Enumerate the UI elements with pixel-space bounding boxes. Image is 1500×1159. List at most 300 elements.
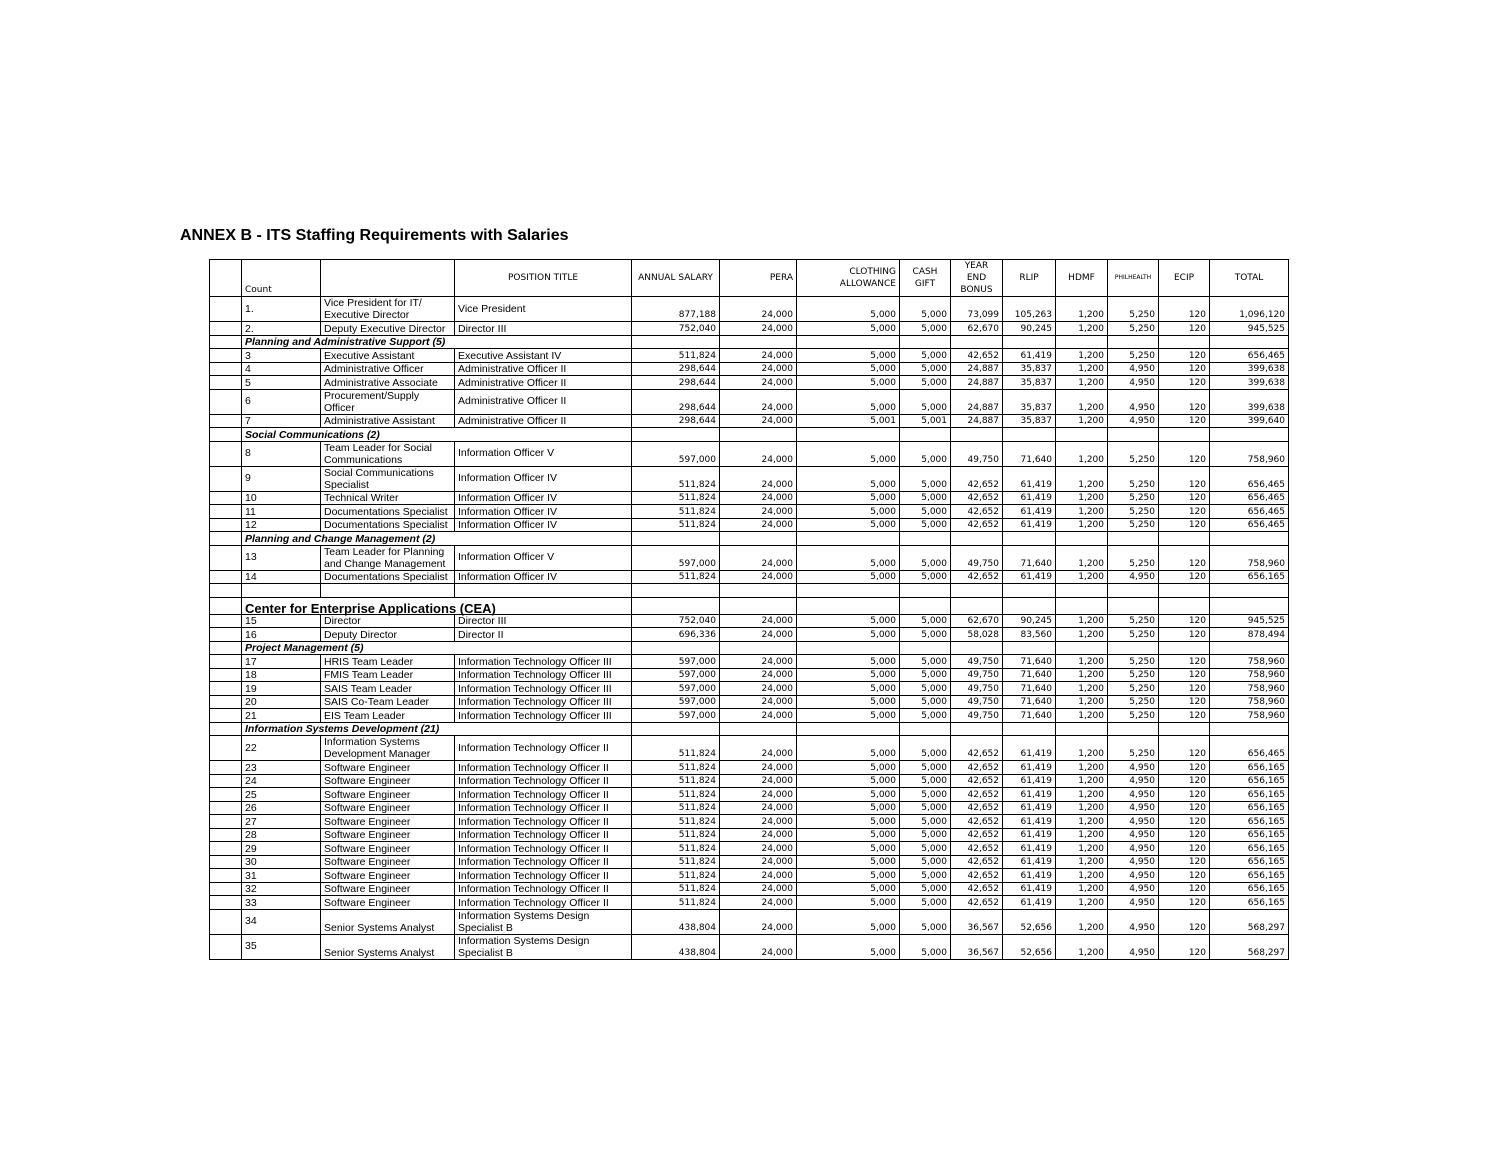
blank-cell (1108, 335, 1159, 349)
pera-cell: 24,000 (720, 491, 797, 505)
clothing-allowance-cell: 5,000 (797, 934, 900, 959)
position-title-cell: Information Officer V (455, 441, 632, 466)
header-position-title: POSITION TITLE (455, 260, 632, 297)
total-cell: 758,960 (1210, 682, 1289, 696)
section-row (210, 641, 1289, 655)
blank-cell (210, 441, 242, 466)
count-cell: 14 (242, 570, 321, 584)
blank-cell (632, 641, 720, 655)
blank-cell (210, 584, 242, 598)
name-cell: Administrative Associate (321, 376, 455, 390)
total-cell: 878,494 (1210, 628, 1289, 642)
rlip-cell: 61,419 (1003, 570, 1056, 584)
cash-gift-cell: 5,000 (900, 855, 951, 869)
philhealth-cell: 5,250 (1108, 322, 1159, 336)
header-year-end-bonus: YEAR END BONUS (951, 260, 1003, 297)
clothing-allowance-cell: 5,000 (797, 518, 900, 532)
count-cell: 27 (242, 815, 321, 829)
blank-cell (632, 584, 720, 598)
rlip-cell: 52,656 (1003, 909, 1056, 934)
count-cell: 25 (242, 788, 321, 802)
count-cell: 24 (242, 774, 321, 788)
hdmf-cell: 1,200 (1056, 505, 1108, 519)
rlip-cell: 35,837 (1003, 414, 1056, 428)
clothing-allowance-cell: 5,000 (797, 774, 900, 788)
philhealth-cell: 5,250 (1108, 736, 1159, 761)
philhealth-cell: 4,950 (1108, 909, 1159, 934)
count-cell: 30 (242, 855, 321, 869)
total-cell: 758,960 (1210, 709, 1289, 723)
philhealth-cell: 5,250 (1108, 628, 1159, 642)
year-end-bonus-cell: 42,652 (951, 855, 1003, 869)
header-clothing-allowance: CLOTHING ALLOWANCE (797, 260, 900, 297)
blank-cell (1003, 597, 1056, 614)
year-end-bonus-cell: 24,887 (951, 414, 1003, 428)
table-row (210, 466, 1289, 491)
hdmf-cell: 1,200 (1056, 389, 1108, 414)
blank-cell (210, 628, 242, 642)
name-cell: Software Engineer (321, 869, 455, 883)
header-total: TOTAL (1210, 260, 1289, 297)
name-cell: SAIS Co-Team Leader (321, 695, 455, 709)
blank-cell (210, 736, 242, 761)
count-cell: 6 (242, 389, 321, 414)
year-end-bonus-cell: 36,567 (951, 909, 1003, 934)
cash-gift-cell: 5,000 (900, 934, 951, 959)
table-row (210, 788, 1289, 802)
philhealth-cell: 4,950 (1108, 869, 1159, 883)
blank-cell (210, 545, 242, 570)
blank-cell (951, 335, 1003, 349)
pera-cell: 24,000 (720, 655, 797, 669)
year-end-bonus-cell: 42,652 (951, 736, 1003, 761)
pera-cell: 24,000 (720, 441, 797, 466)
section-label: Planning and Change Management (2) (242, 532, 632, 546)
position-title-cell: Information Technology Officer II (455, 869, 632, 883)
clothing-allowance-cell: 5,000 (797, 614, 900, 628)
total-cell: 656,165 (1210, 882, 1289, 896)
table-row (210, 545, 1289, 570)
pera-cell: 24,000 (720, 362, 797, 376)
blank-cell (210, 682, 242, 696)
philhealth-cell: 4,950 (1108, 842, 1159, 856)
blank-cell (797, 597, 900, 614)
annual-salary-cell: 511,824 (632, 842, 720, 856)
header-count: Count (242, 260, 321, 297)
name-cell: Software Engineer (321, 774, 455, 788)
blank-cell (210, 761, 242, 775)
hdmf-cell: 1,200 (1056, 869, 1108, 883)
name-cell: Documentations Specialist (321, 518, 455, 532)
annual-salary-cell: 511,824 (632, 815, 720, 829)
blank-cell (1003, 641, 1056, 655)
position-title-cell: Information Officer IV (455, 505, 632, 519)
count-cell: 2. (242, 322, 321, 336)
pera-cell: 24,000 (720, 466, 797, 491)
ecip-cell: 120 (1159, 297, 1210, 322)
year-end-bonus-cell: 42,652 (951, 842, 1003, 856)
blank-cell (900, 584, 951, 598)
rlip-cell: 35,837 (1003, 389, 1056, 414)
blank-cell (242, 584, 321, 598)
cash-gift-cell: 5,000 (900, 362, 951, 376)
blank-cell (1056, 597, 1108, 614)
cash-gift-cell: 5,000 (900, 896, 951, 910)
clothing-allowance-cell: 5,000 (797, 376, 900, 390)
ecip-cell: 120 (1159, 491, 1210, 505)
rlip-cell: 61,419 (1003, 828, 1056, 842)
ecip-cell: 120 (1159, 882, 1210, 896)
rlip-cell: 61,419 (1003, 761, 1056, 775)
blank-cell (210, 788, 242, 802)
year-end-bonus-cell: 49,750 (951, 709, 1003, 723)
section-row (210, 722, 1289, 736)
cash-gift-cell: 5,000 (900, 828, 951, 842)
count-cell: 8 (242, 441, 321, 466)
blank-cell (1159, 641, 1210, 655)
ecip-cell: 120 (1159, 570, 1210, 584)
year-end-bonus-cell: 49,750 (951, 668, 1003, 682)
name-cell: Information Systems Development Manager (321, 736, 455, 761)
position-title-cell: Information Technology Officer III (455, 682, 632, 696)
ecip-cell: 120 (1159, 466, 1210, 491)
philhealth-cell: 4,950 (1108, 362, 1159, 376)
table-row (210, 882, 1289, 896)
blank-cell (1210, 584, 1289, 598)
blank-cell (951, 722, 1003, 736)
section-label: Planning and Administrative Support (5) (242, 335, 632, 349)
annual-salary-cell: 511,824 (632, 466, 720, 491)
cash-gift-cell: 5,000 (900, 682, 951, 696)
cash-gift-cell: 5,000 (900, 695, 951, 709)
annual-salary-cell: 298,644 (632, 414, 720, 428)
pera-cell: 24,000 (720, 815, 797, 829)
blank-cell (210, 815, 242, 829)
rlip-cell: 90,245 (1003, 614, 1056, 628)
ecip-cell: 120 (1159, 788, 1210, 802)
total-cell: 568,297 (1210, 909, 1289, 934)
name-cell: Team Leader for Social Communications (321, 441, 455, 466)
clothing-allowance-cell: 5,000 (797, 362, 900, 376)
pera-cell: 24,000 (720, 349, 797, 363)
total-cell: 399,638 (1210, 389, 1289, 414)
name-cell: EIS Team Leader (321, 709, 455, 723)
annual-salary-cell: 597,000 (632, 695, 720, 709)
blank-cell (210, 466, 242, 491)
table-row (210, 934, 1289, 959)
name-cell: Software Engineer (321, 801, 455, 815)
blank-cell (210, 801, 242, 815)
rlip-cell: 61,419 (1003, 869, 1056, 883)
pera-cell: 24,000 (720, 909, 797, 934)
total-cell: 945,525 (1210, 614, 1289, 628)
year-end-bonus-cell: 42,652 (951, 774, 1003, 788)
total-cell: 656,465 (1210, 518, 1289, 532)
pera-cell: 24,000 (720, 828, 797, 842)
document-title: ANNEX B - ITS Staffing Requirements with Salaries (180, 227, 569, 244)
name-cell: Senior Systems Analyst (321, 934, 455, 959)
hdmf-cell: 1,200 (1056, 414, 1108, 428)
position-title-cell: Information Officer IV (455, 518, 632, 532)
clothing-allowance-cell: 5,000 (797, 655, 900, 669)
count-cell: 26 (242, 801, 321, 815)
hdmf-cell: 1,200 (1056, 441, 1108, 466)
year-end-bonus-cell: 42,652 (951, 491, 1003, 505)
ecip-cell: 120 (1159, 842, 1210, 856)
total-cell: 656,465 (1210, 466, 1289, 491)
count-cell: 12 (242, 518, 321, 532)
count-cell: 3 (242, 349, 321, 363)
position-title-cell: Information Systems Design Specialist B (455, 934, 632, 959)
hdmf-cell: 1,200 (1056, 614, 1108, 628)
ecip-cell: 120 (1159, 761, 1210, 775)
clothing-allowance-cell: 5,000 (797, 855, 900, 869)
cash-gift-cell: 5,000 (900, 668, 951, 682)
year-end-bonus-cell: 42,652 (951, 815, 1003, 829)
hdmf-cell: 1,200 (1056, 896, 1108, 910)
count-cell: 19 (242, 682, 321, 696)
blank-cell (210, 896, 242, 910)
ecip-cell: 120 (1159, 362, 1210, 376)
philhealth-cell: 4,950 (1108, 815, 1159, 829)
blank-cell (210, 518, 242, 532)
blank-cell (210, 532, 242, 546)
name-cell: Deputy Director (321, 628, 455, 642)
table-row (210, 709, 1289, 723)
total-cell: 656,165 (1210, 761, 1289, 775)
annual-salary-cell: 438,804 (632, 909, 720, 934)
philhealth-cell: 4,950 (1108, 774, 1159, 788)
hdmf-cell: 1,200 (1056, 695, 1108, 709)
count-cell: 4 (242, 362, 321, 376)
blank-cell (720, 428, 797, 442)
philhealth-cell: 5,250 (1108, 349, 1159, 363)
blank-cell (1159, 584, 1210, 598)
blank-cell (797, 584, 900, 598)
total-cell: 758,960 (1210, 695, 1289, 709)
position-title-cell: Information Technology Officer II (455, 896, 632, 910)
position-title-cell: Information Technology Officer III (455, 695, 632, 709)
annual-salary-cell: 597,000 (632, 441, 720, 466)
hdmf-cell: 1,200 (1056, 815, 1108, 829)
cash-gift-cell: 5,000 (900, 788, 951, 802)
hdmf-cell: 1,200 (1056, 628, 1108, 642)
cash-gift-cell: 5,000 (900, 709, 951, 723)
name-cell: Software Engineer (321, 855, 455, 869)
cash-gift-cell: 5,000 (900, 628, 951, 642)
clothing-allowance-cell: 5,000 (797, 389, 900, 414)
header-philhealth: PHILHEALTH (1108, 260, 1159, 297)
table-row (210, 441, 1289, 466)
annual-salary-cell: 511,824 (632, 491, 720, 505)
blank-cell (210, 260, 242, 297)
annual-salary-cell: 511,824 (632, 869, 720, 883)
rlip-cell: 61,419 (1003, 801, 1056, 815)
cash-gift-cell: 5,000 (900, 736, 951, 761)
total-cell: 758,960 (1210, 668, 1289, 682)
blank-cell (720, 597, 797, 614)
cash-gift-cell: 5,000 (900, 441, 951, 466)
year-end-bonus-cell: 42,652 (951, 896, 1003, 910)
cash-gift-cell: 5,000 (900, 389, 951, 414)
blank-row (210, 584, 1289, 598)
hdmf-cell: 1,200 (1056, 466, 1108, 491)
count-cell: 7 (242, 414, 321, 428)
rlip-cell: 61,419 (1003, 882, 1056, 896)
blank-cell (1003, 532, 1056, 546)
rlip-cell: 71,640 (1003, 655, 1056, 669)
table-row (210, 505, 1289, 519)
annual-salary-cell: 511,824 (632, 349, 720, 363)
total-cell: 656,465 (1210, 736, 1289, 761)
cash-gift-cell: 5,000 (900, 655, 951, 669)
ecip-cell: 120 (1159, 695, 1210, 709)
count-cell: 11 (242, 505, 321, 519)
hdmf-cell: 1,200 (1056, 842, 1108, 856)
table-row (210, 736, 1289, 761)
blank-cell (632, 722, 720, 736)
year-end-bonus-cell: 42,652 (951, 828, 1003, 842)
annual-salary-cell: 597,000 (632, 668, 720, 682)
name-cell: SAIS Team Leader (321, 682, 455, 696)
blank-cell (951, 584, 1003, 598)
annual-salary-cell: 696,336 (632, 628, 720, 642)
ecip-cell: 120 (1159, 518, 1210, 532)
ecip-cell: 120 (1159, 815, 1210, 829)
pera-cell: 24,000 (720, 376, 797, 390)
blank-cell (951, 597, 1003, 614)
blank-cell (210, 376, 242, 390)
position-title-cell: Information Officer V (455, 545, 632, 570)
clothing-allowance-cell: 5,000 (797, 570, 900, 584)
blank-cell (1210, 597, 1289, 614)
count-cell: 17 (242, 655, 321, 669)
philhealth-cell: 5,250 (1108, 441, 1159, 466)
table-row (210, 896, 1289, 910)
rlip-cell: 35,837 (1003, 376, 1056, 390)
count-cell: 34 (242, 909, 321, 934)
blank-cell (720, 532, 797, 546)
annual-salary-cell: 298,644 (632, 389, 720, 414)
table-row (210, 842, 1289, 856)
pera-cell: 24,000 (720, 614, 797, 628)
blank-cell (1210, 641, 1289, 655)
blank-cell (210, 297, 242, 322)
year-end-bonus-cell: 42,652 (951, 518, 1003, 532)
blank-cell (900, 428, 951, 442)
clothing-allowance-cell: 5,001 (797, 414, 900, 428)
clothing-allowance-cell: 5,000 (797, 297, 900, 322)
hdmf-cell: 1,200 (1056, 736, 1108, 761)
clothing-allowance-cell: 5,000 (797, 709, 900, 723)
blank-cell (210, 934, 242, 959)
clothing-allowance-cell: 5,000 (797, 682, 900, 696)
cash-gift-cell: 5,000 (900, 815, 951, 829)
name-cell: Software Engineer (321, 828, 455, 842)
table-row (210, 349, 1289, 363)
ecip-cell: 120 (1159, 628, 1210, 642)
rlip-cell: 61,419 (1003, 518, 1056, 532)
annual-salary-cell: 511,824 (632, 761, 720, 775)
count-cell: 23 (242, 761, 321, 775)
philhealth-cell: 4,950 (1108, 896, 1159, 910)
clothing-allowance-cell: 5,000 (797, 896, 900, 910)
table-row (210, 869, 1289, 883)
philhealth-cell: 4,950 (1108, 570, 1159, 584)
name-cell: Deputy Executive Director (321, 322, 455, 336)
blank-cell (1003, 335, 1056, 349)
year-end-bonus-cell: 42,652 (951, 869, 1003, 883)
clothing-allowance-cell: 5,000 (797, 736, 900, 761)
position-title-cell: Administrative Officer II (455, 414, 632, 428)
count-cell: 32 (242, 882, 321, 896)
cash-gift-cell: 5,000 (900, 882, 951, 896)
pera-cell: 24,000 (720, 695, 797, 709)
position-title-cell: Information Technology Officer II (455, 828, 632, 842)
annual-salary-cell: 877,188 (632, 297, 720, 322)
rlip-cell: 35,837 (1003, 362, 1056, 376)
blank-cell (951, 641, 1003, 655)
pera-cell: 24,000 (720, 869, 797, 883)
blank-cell (210, 389, 242, 414)
ecip-cell: 120 (1159, 801, 1210, 815)
blank-cell (1003, 428, 1056, 442)
philhealth-cell: 5,250 (1108, 655, 1159, 669)
philhealth-cell: 5,250 (1108, 614, 1159, 628)
blank-cell (797, 428, 900, 442)
count-cell: 10 (242, 491, 321, 505)
year-end-bonus-cell: 49,750 (951, 441, 1003, 466)
count-cell: 20 (242, 695, 321, 709)
blank-cell (1210, 335, 1289, 349)
cash-gift-cell: 5,000 (900, 801, 951, 815)
total-cell: 656,165 (1210, 815, 1289, 829)
total-cell: 399,638 (1210, 376, 1289, 390)
pera-cell: 24,000 (720, 570, 797, 584)
total-cell: 568,297 (1210, 934, 1289, 959)
table-row (210, 322, 1289, 336)
cash-gift-cell: 5,000 (900, 869, 951, 883)
blank-cell (797, 641, 900, 655)
header-hdmf: HDMF (1056, 260, 1108, 297)
cash-gift-cell: 5,000 (900, 842, 951, 856)
blank-cell (210, 695, 242, 709)
blank-cell (900, 722, 951, 736)
pera-cell: 24,000 (720, 518, 797, 532)
section-row (210, 428, 1289, 442)
blank-cell (1210, 428, 1289, 442)
pera-cell: 24,000 (720, 545, 797, 570)
annual-salary-cell: 298,644 (632, 362, 720, 376)
name-cell: Administrative Officer (321, 362, 455, 376)
philhealth-cell: 4,950 (1108, 414, 1159, 428)
rlip-cell: 71,640 (1003, 695, 1056, 709)
blank-cell (210, 882, 242, 896)
blank-cell (455, 584, 632, 598)
count-cell: 13 (242, 545, 321, 570)
blank-cell (1056, 335, 1108, 349)
hdmf-cell: 1,200 (1056, 545, 1108, 570)
count-cell: 28 (242, 828, 321, 842)
philhealth-cell: 4,950 (1108, 761, 1159, 775)
blank-cell (720, 335, 797, 349)
position-title-cell: Information Technology Officer II (455, 788, 632, 802)
total-cell: 758,960 (1210, 441, 1289, 466)
total-cell: 399,640 (1210, 414, 1289, 428)
cash-gift-cell: 5,000 (900, 909, 951, 934)
table-row (210, 570, 1289, 584)
clothing-allowance-cell: 5,000 (797, 788, 900, 802)
